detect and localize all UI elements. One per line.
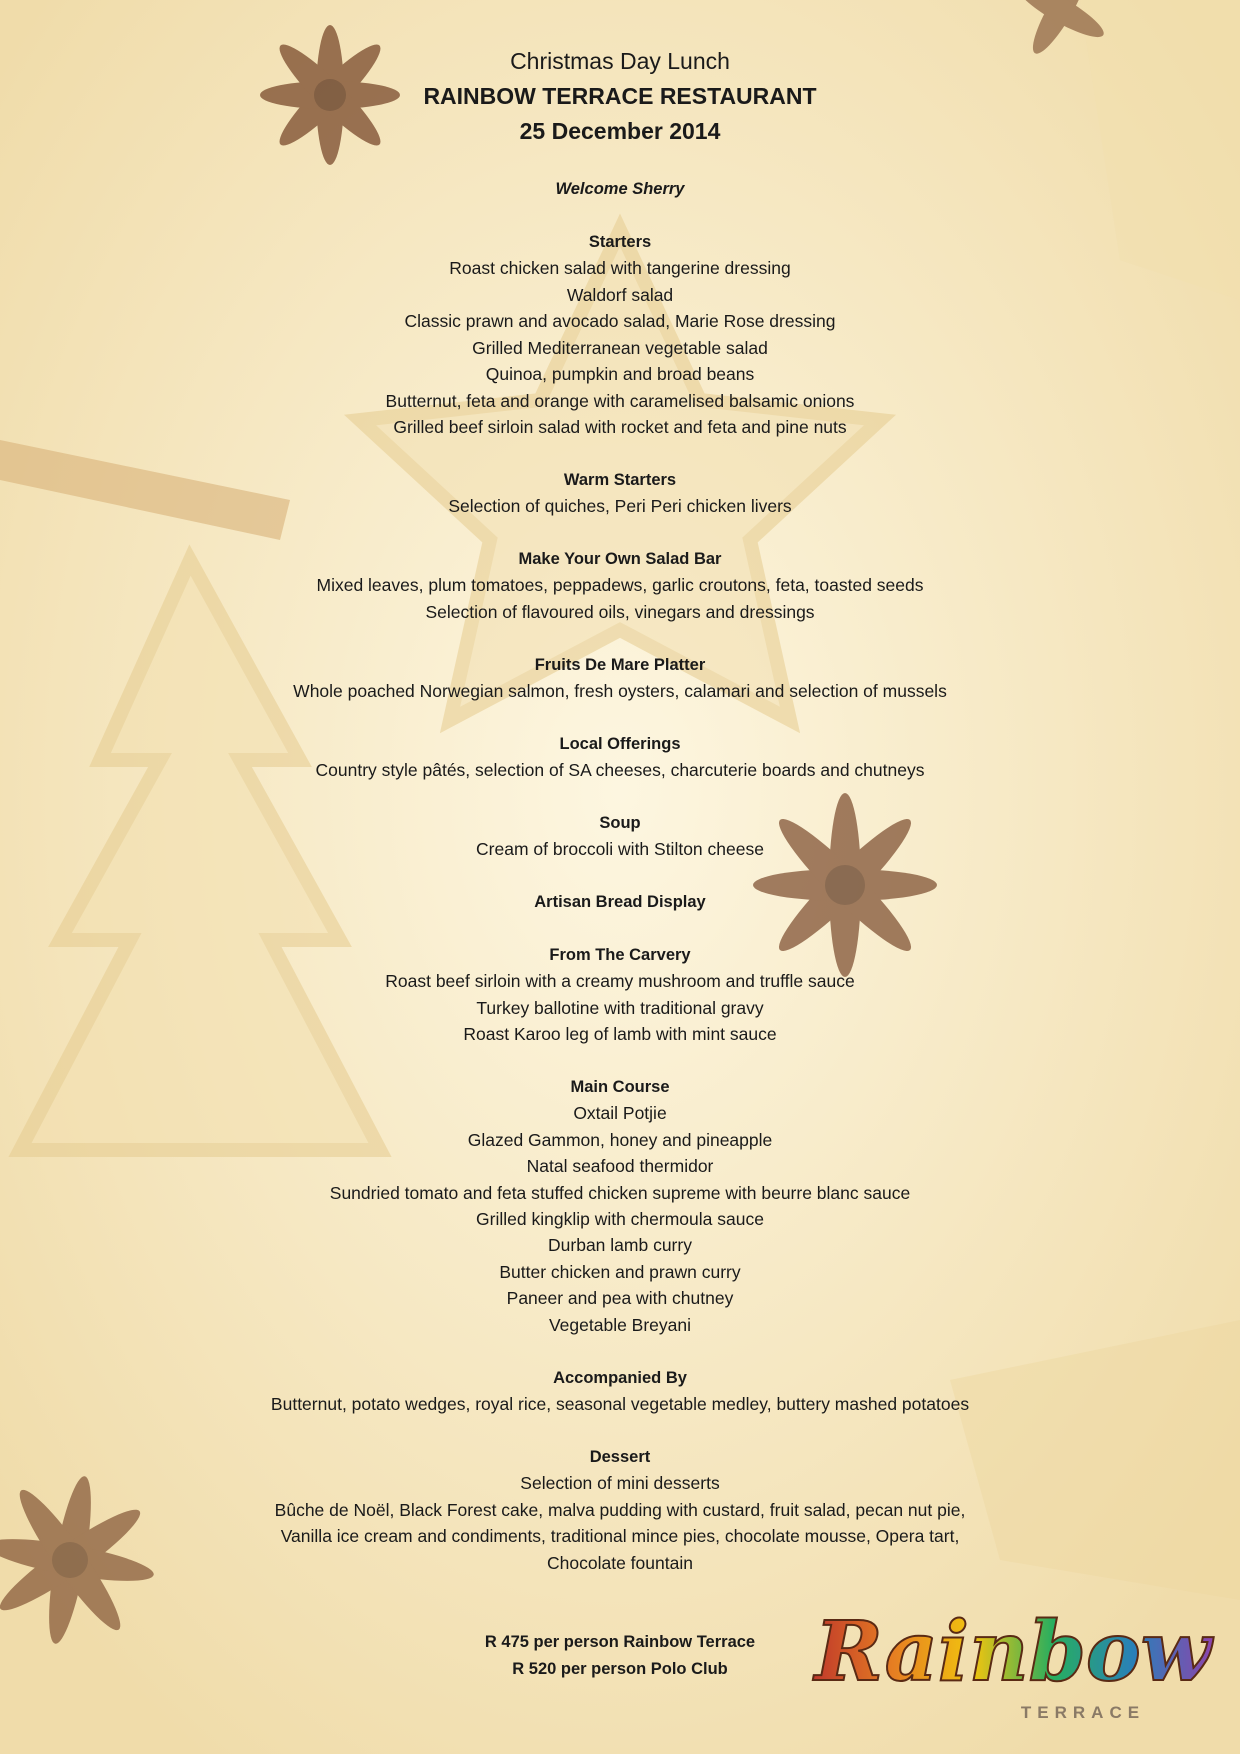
menu-item: Cream of broccoli with Stilton cheese — [476, 839, 764, 859]
menu-item: Natal seafood thermidor — [526, 1156, 714, 1176]
menu-item: Selection of quiches, Peri Peri chicken livers — [448, 496, 792, 516]
menu-header — [0, 44, 1240, 149]
menu-item: Bûche de Noël, Black Forest cake, malva pudding with custard, fruit salad, pecan nut pie, — [274, 1500, 966, 1520]
rainbow-terrace-logo — [814, 1592, 1212, 1732]
menu-item: Oxtail Potjie — [573, 1103, 667, 1123]
price-polo-club: R 520 per person Polo Club — [512, 1660, 728, 1678]
logo-subtitle: TERRACE — [1020, 1703, 1146, 1722]
menu-item: Paneer and pea with chutney — [506, 1288, 734, 1308]
menu-item: Glazed Gammon, honey and pineapple — [467, 1130, 773, 1150]
section-heading-artisan-bread: Artisan Bread Display — [534, 893, 706, 911]
section-heading-local-offerings: Local Offerings — [559, 735, 681, 753]
menu-item: Country style pâtés, selection of SA cheeses, charcuterie boards and chutneys — [315, 760, 925, 780]
event-title: Christmas Day Lunch — [510, 48, 730, 74]
menu-item: Roast chicken salad with tangerine dressing — [449, 258, 791, 278]
menu-item: Selection of mini desserts — [520, 1473, 720, 1493]
welcome-drink: Welcome Sherry — [555, 180, 685, 198]
menu-item: Grilled kingklip with chermoula sauce — [476, 1209, 764, 1229]
menu-item: Roast Karoo leg of lamb with mint sauce — [463, 1024, 777, 1044]
menu-item: Vegetable Breyani — [548, 1315, 692, 1335]
price-rainbow-terrace: R 475 per person Rainbow Terrace — [484, 1633, 756, 1651]
menu-item: Mixed leaves, plum tomatoes, peppadews, garlic croutons, feta, toasted seeds — [316, 575, 924, 595]
section-heading-carvery: From The Carvery — [549, 946, 691, 964]
menu-item: Sundried tomato and feta stuffed chicken supreme with beurre blanc sauce — [329, 1183, 911, 1203]
section-heading-starters: Starters — [588, 233, 652, 251]
menu-item: Roast beef sirloin with a creamy mushroom and truffle sauce — [385, 971, 855, 991]
menu-item: Classic prawn and avocado salad, Marie Rose dressing — [404, 311, 836, 331]
event-date: 25 December 2014 — [519, 118, 721, 144]
section-heading-dessert: Dessert — [589, 1448, 651, 1466]
section-heading-soup: Soup — [599, 814, 641, 832]
menu-item: Durban lamb curry — [548, 1235, 692, 1255]
section-heading-fruits-de-mare: Fruits De Mare Platter — [534, 656, 706, 674]
menu-item: Turkey ballotine with traditional gravy — [476, 998, 764, 1018]
menu-item: Vanilla ice cream and condiments, traditional mince pies, chocolate mousse, Opera tart, — [280, 1526, 960, 1546]
menu-item: Quinoa, pumpkin and broad beans — [485, 364, 755, 384]
menu-item: Butter chicken and prawn curry — [499, 1262, 741, 1282]
menu-item: Grilled beef sirloin salad with rocket and feta and pine nuts — [393, 417, 847, 437]
restaurant-name: RAINBOW TERRACE RESTAURANT — [423, 83, 817, 109]
logo-wordmark: Rainbow — [814, 1604, 1212, 1700]
section-heading-accompanied-by: Accompanied By — [553, 1369, 687, 1387]
menu-item: Selection of flavoured oils, vinegars and dressings — [425, 602, 815, 622]
section-heading-salad-bar: Make Your Own Salad Bar — [518, 550, 722, 568]
menu-item: Chocolate fountain — [547, 1553, 693, 1573]
menu-item: Whole poached Norwegian salmon, fresh oysters, calamari and selection of mussels — [293, 681, 947, 701]
menu-item: Grilled Mediterranean vegetable salad — [472, 338, 768, 358]
section-heading-main-course: Main Course — [570, 1078, 670, 1096]
section-heading-warm-starters: Warm Starters — [563, 471, 677, 489]
menu-item: Waldorf salad — [566, 285, 674, 305]
menu-item: Butternut, feta and orange with caramelised balsamic onions — [385, 391, 855, 411]
menu-item: Butternut, potato wedges, royal rice, seasonal vegetable medley, buttery mashed potatoes — [270, 1394, 970, 1414]
